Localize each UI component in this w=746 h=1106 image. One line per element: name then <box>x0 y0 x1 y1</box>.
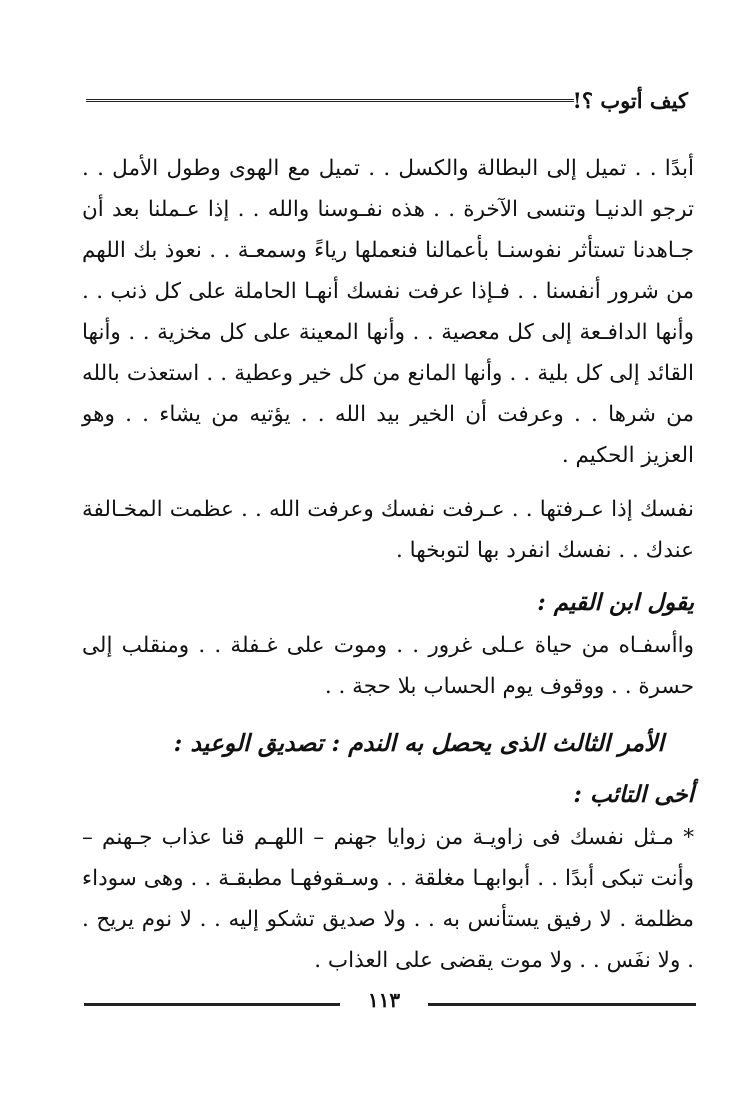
footer-rule-left <box>84 1003 340 1006</box>
footer-rule-right <box>428 1003 696 1006</box>
header-rule <box>86 99 574 102</box>
heading-ibn-qayyim: يقول ابن القيم : <box>537 589 694 616</box>
page-number: ١١٣ <box>367 988 401 1012</box>
page-footer <box>84 988 696 1018</box>
header-title: كيف أتوب ؟! <box>572 88 688 113</box>
running-header <box>86 88 694 118</box>
paragraph-self-knowledge: أبدًا . . تميل إلى البطالة والكسل . . تميل مع الهوى وطول الأمل . . ترجو الدنيـا وتنسى الآخرة . . هذه نفـوسنا والله . . إذا عـملنا بعد أن جـاهدنا تستأثر نفوسنـا بأعمالنا فنعملها رياءً وسمعـة . . نعوذ بك اللهم من شرور أنفسنا . . فـإذا عرفت نفسك أنهـا الحاملة على كل ذنب . . وأنها الدافـعة إلى كل معصية . . وأنها المعينة على كل مخزية . . وأنها القائد إلى كل بلية . . وأنها المانع من كل خير وعطية . . استعذت بالله من شرها . . وعرفت أن الخير بيد الله . . يؤتيه من يشاء . . وهو العزيز الحكيم . <box>82 156 694 468</box>
heading-dear-repentant: أخى التائب : <box>573 781 694 808</box>
paragraph-knowing-self: نفسك إذا عـرفتها . . عـرفت نفسك وعرفت الله . . عظمت المخـالفة عندك . . نفسك انفرد بها لتوبخها . <box>82 497 694 563</box>
heading-third-matter: الأمر الثالث الذى يحصل به الندم : تصديق الوعيد : <box>173 729 664 757</box>
paragraph-ibn-qayyim-quote: واأسفـاه من حياة عـلى غرور . . وموت على غـفلة . . ومنقلب إلى حسرة . . ووقوف يوم الحساب بلا حجة . . <box>82 633 694 699</box>
page-body <box>82 148 694 981</box>
paragraph-hell-imagery: * مـثل نفسك فى زاويـة من زوايا جهنم – اللهـم قنا عذاب جـهنم – وأنت تبكى أبدًا . . أبوابهـا مغلقة . . وسـقوفهـا مطبقـة . . وهى سوداء مظلمة . لا رفيق يستأنس به . . ولا صديق تشكو إليه . . لا نوم يريح . . ولا نفَس . . ولا موت يقضى على العذاب . <box>82 825 694 973</box>
